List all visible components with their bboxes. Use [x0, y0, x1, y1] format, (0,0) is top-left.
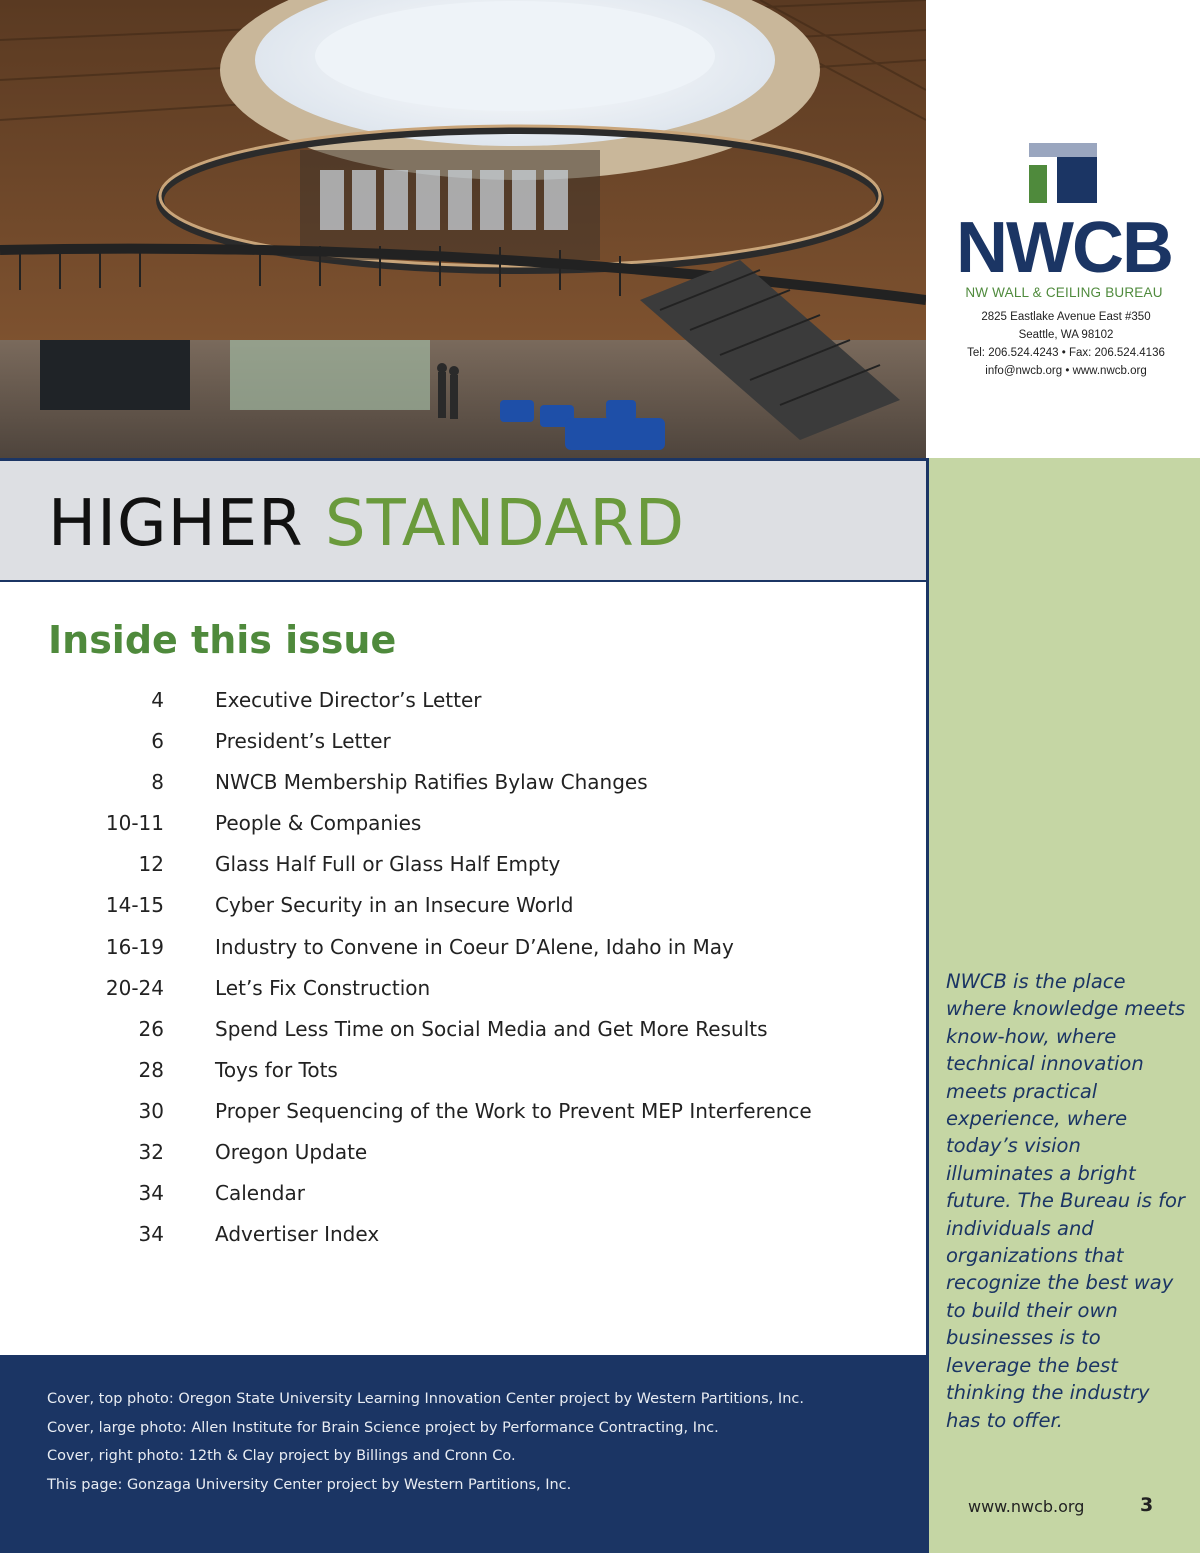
phone-fax: Tel: 206.524.4243 • Fax: 206.524.4136	[967, 347, 1165, 359]
toc-item	[0, 805, 920, 846]
logo-subtitle: NW WALL & CEILING BUREAU	[965, 285, 1163, 300]
masthead-title	[48, 487, 685, 561]
toc-item	[0, 1216, 920, 1257]
toc-item	[0, 1175, 920, 1216]
atrium-photo	[0, 0, 926, 458]
toc-page: 6	[151, 729, 164, 754]
toc-page: 34	[138, 1181, 164, 1206]
nwcb-logo-icon	[1029, 143, 1097, 203]
masthead-word-standard: STANDARD	[324, 487, 686, 561]
toc-item	[0, 929, 920, 970]
toc-item	[0, 1052, 920, 1093]
page-number: 3	[1140, 1494, 1154, 1516]
toc-title: Let’s Fix Construction	[215, 975, 431, 1000]
toc-item	[0, 1011, 920, 1052]
toc-title: Glass Half Full or Glass Half Empty	[215, 852, 561, 877]
footer-website: www.nwcb.org	[968, 1497, 1085, 1516]
toc-title: Calendar	[215, 1181, 305, 1206]
credit-line: This page: Gonzaga University Center project by Western Partitions, Inc.	[47, 1476, 572, 1493]
toc-page: 8	[151, 770, 164, 795]
toc-title: NWCB Membership Ratifies Bylaw Changes	[215, 770, 648, 795]
toc-page: 12	[138, 852, 164, 877]
toc-item	[0, 1093, 920, 1134]
toc-page: 32	[138, 1140, 164, 1165]
address-line-1: 2825 Eastlake Avenue East #350	[981, 311, 1151, 323]
toc-item	[0, 887, 920, 928]
toc-item	[0, 846, 920, 887]
toc-page: 16-19	[105, 934, 164, 959]
toc-item	[0, 764, 920, 805]
logo-wordmark: NWCB	[956, 208, 1172, 288]
toc-title: Advertiser Index	[215, 1222, 380, 1247]
toc-heading: Inside this issue	[48, 618, 397, 662]
mission-quote: NWCB is the place where knowledge meets know-how, where technical innovation meets practical experience, where today’s vision illuminates a bright future. The Bureau is for individuals and organizations that recognize the best way to build their own businesses is to leverage the best thinking the industry has to offer.	[946, 970, 1186, 1432]
toc-page: 26	[138, 1016, 164, 1041]
toc-title: People & Companies	[215, 811, 422, 836]
toc-title: Cyber Security in an Insecure World	[215, 893, 574, 918]
contact-info	[940, 308, 1192, 380]
toc-item	[0, 682, 920, 723]
toc-title: Executive Director’s Letter	[215, 688, 482, 712]
toc-title: Spend Less Time on Social Media and Get More Results	[215, 1016, 768, 1041]
credit-line: Cover, large photo: Allen Institute for Brain Science project by Performance Contracting, Inc.	[47, 1419, 719, 1436]
toc-title: President’s Letter	[215, 729, 391, 754]
toc-item	[0, 970, 920, 1011]
toc-page: 14-15	[105, 893, 164, 918]
toc-item	[0, 1134, 920, 1175]
toc-page: 28	[138, 1057, 164, 1082]
masthead-bar	[0, 458, 926, 582]
credit-line: Cover, top photo: Oregon State University Learning Innovation Center project by Western Partitions, Inc.	[47, 1391, 804, 1407]
toc-page: 30	[138, 1098, 164, 1123]
photo-credits	[0, 1355, 926, 1553]
address-line-2: Seattle, WA 98102	[1018, 329, 1114, 341]
toc-title: Oregon Update	[215, 1140, 368, 1165]
toc-page: 34	[138, 1222, 164, 1247]
credit-line: Cover, right photo: 12th & Clay project by Billings and Cronn Co.	[47, 1448, 516, 1465]
toc-list	[0, 682, 920, 1257]
toc-item	[0, 723, 920, 764]
toc-page: 20-24	[105, 975, 164, 1000]
toc-page: 4	[151, 688, 164, 712]
masthead-word-higher: HIGHER	[48, 487, 304, 561]
toc-page: 10-11	[105, 811, 164, 836]
toc-title: Industry to Convene in Coeur D’Alene, Idaho in May	[215, 934, 734, 959]
toc-title: Proper Sequencing of the Work to Prevent MEP Interference	[215, 1098, 812, 1123]
toc-title: Toys for Tots	[215, 1057, 338, 1082]
email-website: info@nwcb.org • www.nwcb.org	[985, 365, 1147, 377]
